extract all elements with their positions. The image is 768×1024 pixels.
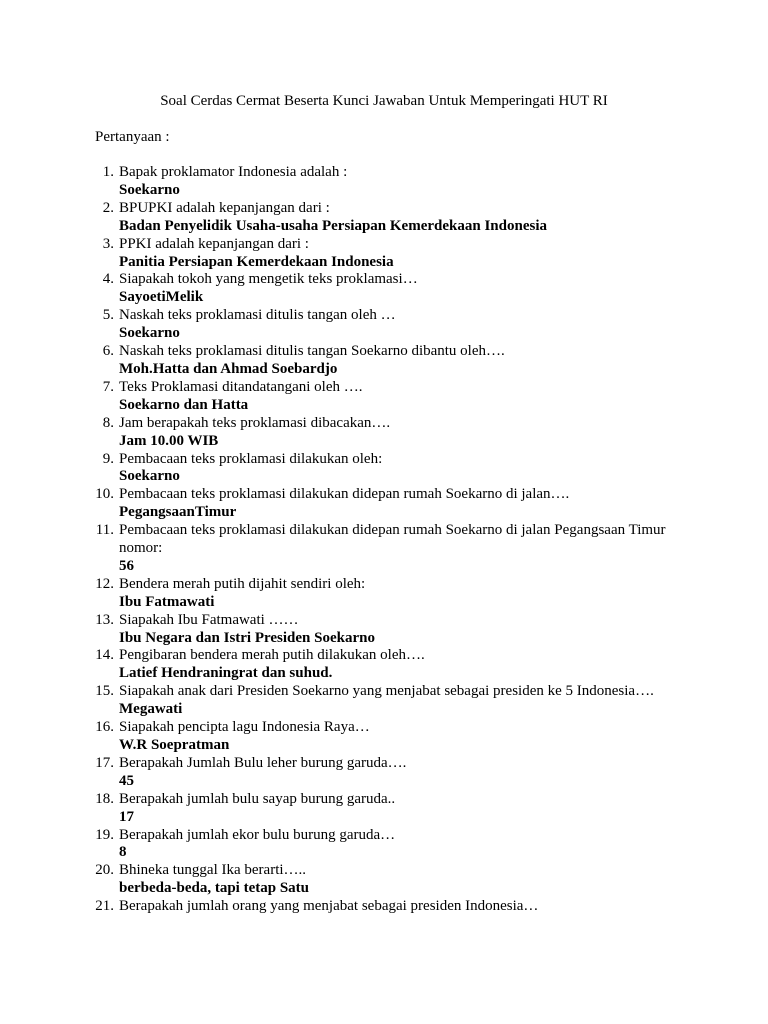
answer-text: Megawati: [119, 701, 183, 718]
answer-text: 45: [119, 772, 134, 789]
question-number: 7.: [102, 378, 114, 395]
question-text: Bhineka tunggal Ika berarti…..: [119, 862, 307, 879]
answer-text: Jam 10.00 WIB: [119, 432, 219, 449]
question-text: Naskah teks proklamasi ditulis tangan oleh …: [119, 307, 396, 324]
question-text: Pembacaan teks proklamasi dilakukan oleh:: [119, 450, 383, 467]
answer-text: Ibu Fatmawati: [119, 593, 215, 610]
question-number: 14.: [95, 647, 114, 664]
question-number: 2.: [102, 199, 114, 216]
question-number: 20.: [95, 862, 114, 879]
question-number: 10.: [95, 486, 114, 503]
question-text: Pembacaan teks proklamasi dilakukan didepan rumah Soekarno di jalan….: [119, 486, 570, 503]
question-number: 11.: [95, 522, 114, 539]
answer-text: SayoetiMelik: [119, 289, 204, 306]
question-text: Pengibaran bendera merah putih dilakukan oleh….: [119, 647, 425, 664]
answer-text: 8: [119, 844, 127, 861]
question-number: 9.: [102, 450, 114, 467]
document-title: Soal Cerdas Cermat Beserta Kunci Jawaban Untuk Memperingati HUT RI: [160, 93, 608, 109]
question-list: [0, 164, 768, 916]
question-item: [0, 719, 768, 755]
question-item: [0, 451, 768, 487]
question-item: [0, 379, 768, 415]
question-item: [0, 415, 768, 451]
question-item: [0, 271, 768, 307]
question-text: Bendera merah putih dijahit sendiri oleh:: [119, 575, 366, 592]
answer-text: Ibu Negara dan Istri Presiden Soekarno: [119, 629, 375, 646]
question-number: 21.: [95, 898, 114, 915]
question-text: Berapakah jumlah orang yang menjabat sebagai presiden Indonesia…: [119, 898, 539, 915]
question-text: Siapakah anak dari Presiden Soekarno yang menjabat sebagai presiden ke 5 Indonesia….: [119, 683, 654, 700]
question-item: [0, 755, 768, 791]
answer-text: W.R Soepratman: [119, 737, 230, 753]
question-number: 16.: [95, 719, 114, 736]
answer-text: Latief Hendraningrat dan suhud.: [119, 665, 333, 682]
question-number: 3.: [102, 235, 114, 252]
question-text: Jam berapakah teks proklamasi dibacakan….: [119, 414, 391, 431]
question-item: [0, 486, 768, 522]
question-item: [0, 898, 768, 916]
question-text: Bapak proklamator Indonesia adalah :: [119, 164, 348, 180]
question-text: Siapakah pencipta lagu Indonesia Raya…: [119, 719, 370, 736]
question-item: [0, 827, 768, 863]
question-item: [0, 164, 768, 200]
answer-text: 56: [119, 557, 134, 574]
answer-text: 17: [119, 808, 134, 825]
question-number: 12.: [95, 575, 114, 592]
question-item: [0, 343, 768, 379]
question-text: Berapakah jumlah bulu sayap burung garuda..: [119, 790, 396, 807]
answer-text: Badan Penyelidik Usaha-usaha Persiapan Kemerdekaan Indonesia: [119, 217, 547, 234]
question-number: 15.: [95, 683, 114, 700]
question-number: 19.: [95, 826, 114, 843]
question-text: Naskah teks proklamasi ditulis tangan Soekarno dibantu oleh….: [119, 343, 505, 360]
question-item: [0, 236, 768, 272]
question-number: 6.: [102, 343, 114, 360]
question-number: 17.: [95, 754, 114, 771]
question-item: [0, 522, 768, 576]
question-number: 8.: [102, 414, 114, 431]
answer-text: PegangsaanTimur: [119, 504, 237, 521]
question-item: [0, 200, 768, 236]
answer-text: Soekarno: [119, 468, 180, 485]
question-text: Berapakah Jumlah Bulu leher burung garuda….: [119, 754, 407, 771]
question-text: Siapakah Ibu Fatmawati ……: [119, 611, 299, 628]
answer-text: Soekarno: [119, 325, 180, 342]
question-number: 4.: [102, 271, 114, 288]
answer-text: Soekarno: [119, 181, 180, 198]
questions-heading: Pertanyaan :: [95, 129, 170, 145]
question-item: [0, 612, 768, 648]
answer-text: Moh.Hatta dan Ahmad Soebardjo: [119, 360, 338, 377]
question-text: PPKI adalah kepanjangan dari :: [119, 235, 309, 252]
question-number: 13.: [95, 611, 114, 628]
question-item: [0, 307, 768, 343]
question-text: Teks Proklamasi ditandatangani oleh ….: [119, 378, 363, 395]
answer-text: Soekarno dan Hatta: [119, 396, 249, 413]
question-item: [0, 647, 768, 683]
question-text: Pembacaan teks proklamasi dilakukan didepan rumah Soekarno di jalan Pegangsaan Timur nomor:: [119, 522, 666, 557]
answer-text: berbeda-beda, tapi tetap Satu: [119, 880, 310, 897]
answer-text: Panitia Persiapan Kemerdekaan Indonesia: [119, 253, 394, 270]
question-item: [0, 576, 768, 612]
question-item: [0, 683, 768, 719]
question-item: [0, 862, 768, 898]
question-text: Berapakah jumlah ekor bulu burung garuda…: [119, 826, 396, 843]
question-number: 5.: [102, 307, 114, 324]
question-item: [0, 791, 768, 827]
question-number: 1.: [102, 164, 114, 180]
question-text: BPUPKI adalah kepanjangan dari :: [119, 199, 330, 216]
question-number: 18.: [95, 790, 114, 807]
question-text: Siapakah tokoh yang mengetik teks proklamasi…: [119, 271, 418, 288]
